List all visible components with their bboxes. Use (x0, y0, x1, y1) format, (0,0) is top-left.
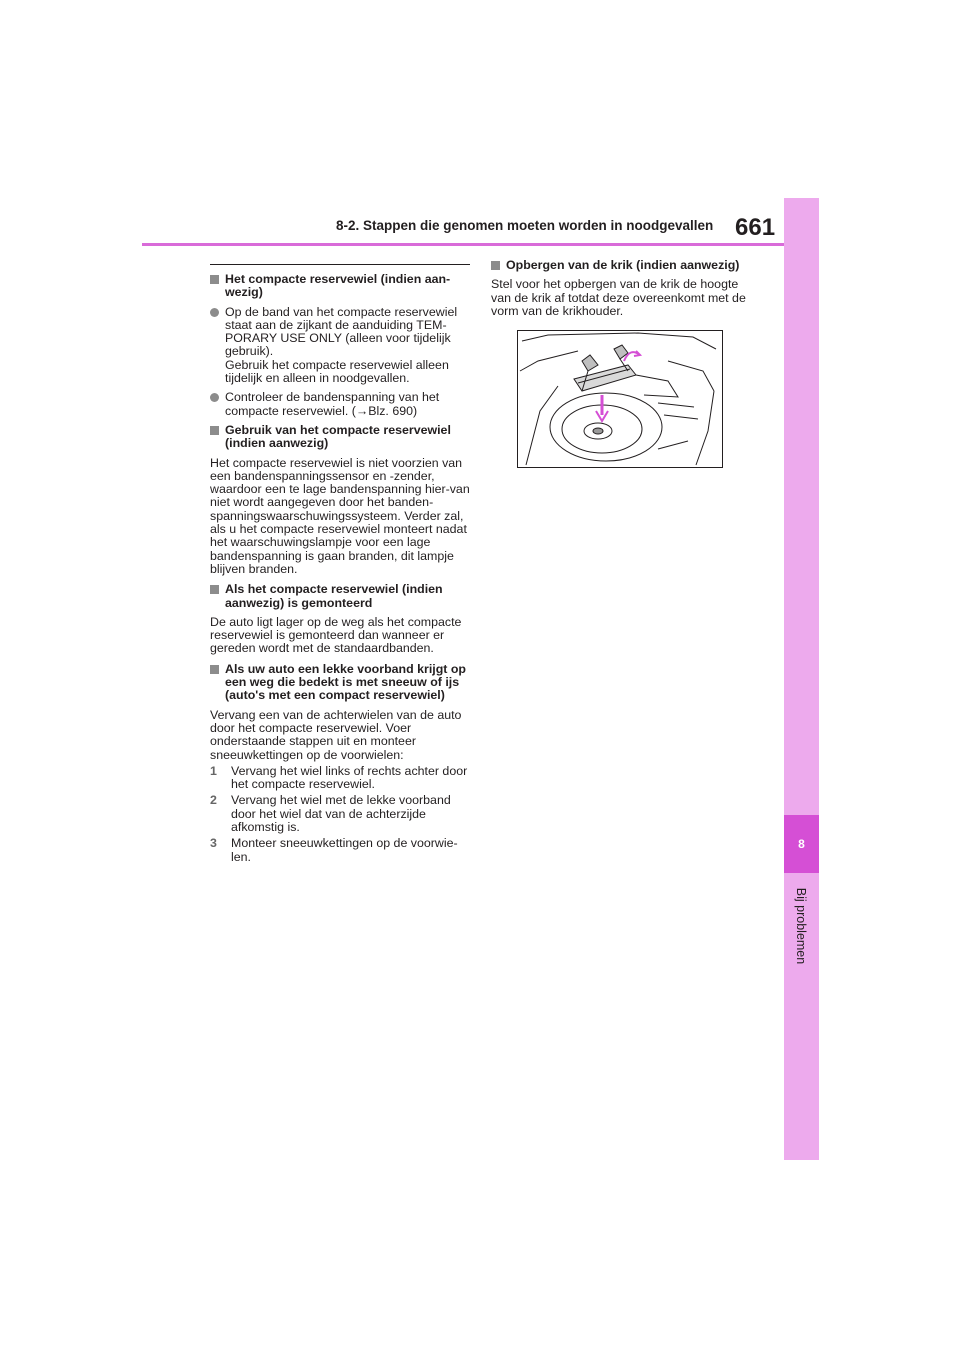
circle-bullet-icon (210, 308, 219, 317)
paragraph: De auto ligt lager op de weg als het compacte reservewiel is gemonteerd dan wanneer er gereden wordt met de standaardbanden. (210, 614, 462, 656)
square-bullet-icon (210, 665, 219, 674)
chapter-number: 8 (798, 837, 805, 851)
bullet-item (210, 391, 470, 418)
section-divider (210, 264, 470, 265)
heading-text: Gebruik van het compacte reservewiel (indien aanwezig) (225, 422, 451, 451)
section-heading (210, 273, 470, 300)
paragraph: Stel voor het opbergen van de krik de hoogte van de krik af totdat deze overeenkomt met de vorm van de krikhouder. (491, 277, 746, 318)
section-heading (210, 663, 470, 703)
circle-bullet-icon (210, 393, 219, 402)
step-text: Vervang het wiel links of rechts achter door het compacte reservewiel. (231, 763, 468, 792)
step-number: 1 (210, 763, 217, 778)
right-column (491, 259, 751, 325)
bullet-item (210, 306, 470, 386)
heading-text: Het compacte reservewiel (indien aan-wezig) (225, 272, 451, 300)
header-rule (142, 243, 785, 246)
section-heading (210, 583, 470, 610)
bullet-text: Controleer de bandenspanning van het compacte reservewiel. (→Blz. 690) (225, 390, 440, 418)
left-column (210, 264, 470, 867)
section-title: 8-2. Stappen die genomen moeten worden in noodgevallen (336, 218, 714, 233)
square-bullet-icon (210, 585, 219, 594)
heading-text: Opbergen van de krik (indien aanwezig) (506, 258, 740, 272)
heading-text: Als het compacte reservewiel (indien aanwezig) is gemonteerd (225, 582, 443, 610)
numbered-step (210, 837, 470, 864)
trunk-jack-drawing (518, 331, 722, 467)
chapter-label: Bij problemen (794, 887, 808, 965)
numbered-step (210, 794, 470, 834)
step-number: 3 (210, 836, 217, 851)
step-text: Vervang het wiel met de lekke voorband door het wiel dat van de achterzijde afkomstig is. (231, 793, 451, 834)
bullet-text: Op de band van het compacte reservewiel staat aan de zijkant de aanduiding TEM-PORARY USE ONLY (alleen voor tijdelijk gebruik). (225, 304, 458, 359)
section-heading (210, 424, 470, 451)
bullet-text-continued: Gebruik het compacte reservewiel alleen tijdelijk en alleen in noodgevallen. (225, 357, 449, 386)
paragraph: Vervang een van de achterwielen van de auto door het compacte reservewiel. Voer onderstaande stappen uit en monteer sneeuwkettingen op de voorwielen: (210, 707, 462, 762)
paragraph: Het compacte reservewiel is niet voorzien van een bandenspanningssensor en -zender, waardoor een te lage bandenspanning hier-van niet wordt aangegeven door het banden-spanningswaarschuwingssysteem. Verder zal, als u het compacte reservewiel monteert nadat het waarschuwingslampje voor een lage bandenspanning is gaan branden, dit lampje blijven branden. (210, 455, 470, 576)
numbered-step (210, 765, 470, 792)
square-bullet-icon (210, 426, 219, 435)
square-bullet-icon (491, 261, 500, 270)
chapter-number-badge (784, 815, 819, 873)
heading-text: Als uw auto een lekke voorband krijgt op een weg die bedekt is met sneeuw of ijs (auto's met een compact reservewiel) (225, 661, 466, 703)
chapter-label-box (775, 878, 827, 974)
step-number: 2 (210, 793, 217, 808)
page-number: 661 (735, 214, 776, 241)
square-bullet-icon (210, 275, 219, 284)
chapter-side-tab (784, 198, 819, 1160)
step-text: Monteer sneeuwkettingen op de voorwie-len. (231, 836, 458, 864)
section-heading (491, 259, 751, 272)
jack-storage-illustration (517, 330, 723, 468)
